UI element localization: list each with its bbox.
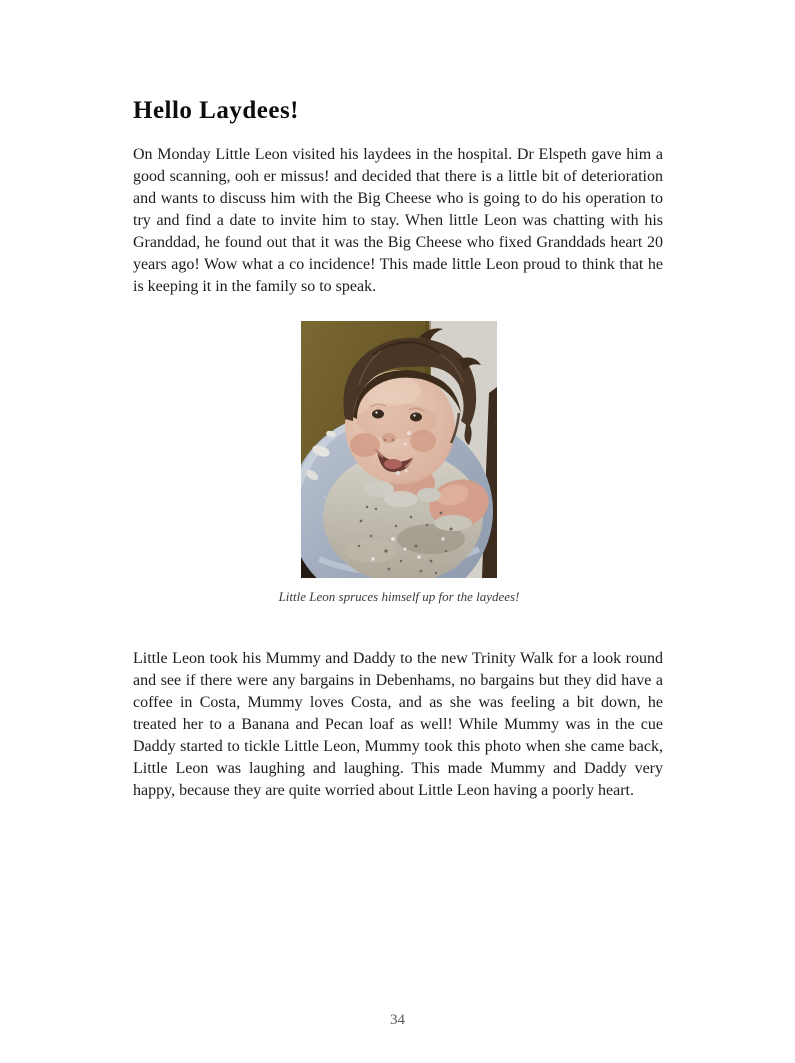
baby-bath-photo	[301, 321, 497, 578]
baby-bath-photo-illustration	[301, 321, 497, 578]
page-title: Hello Laydees!	[133, 97, 300, 124]
photo-caption: Little Leon spruces himself up for the laydees!	[278, 589, 520, 604]
page-number: 34	[390, 1012, 405, 1028]
paragraph-2: Little Leon took his Mummy and Daddy to the new Trinity Walk for a look round and see if there were any bargains in Debenhams, no bargains but they did have a coffee in Costa, Mummy loves Costa, and as she was feeling a bit down, he treated her to a Banana and Pecan loaf as well! While Mummy was in the cue Daddy started to tickle Little Leon, Mummy took this photo when she came back, Little Leon was laughing and laughing. This made Mummy and Daddy very happy, because they are quite worried about Little Leon having a poorly heart.	[133, 650, 663, 799]
paragraph-1: On Monday Little Leon visited his laydees in the hospital. Dr Elspeth gave him a good scanning, ooh er missus! and decided that there is a little bit of deterioration and wants to discuss him with the Big Cheese who is going to do his operation to try and find a date to invite him to stay. When little Leon was chatting with his Granddad, he found out that it was the Big Cheese who fixed Granddads heart 20 years ago! Wow what a co incidence! This made little Leon proud to think that he is keeping it in the family so to speak.	[133, 146, 663, 295]
